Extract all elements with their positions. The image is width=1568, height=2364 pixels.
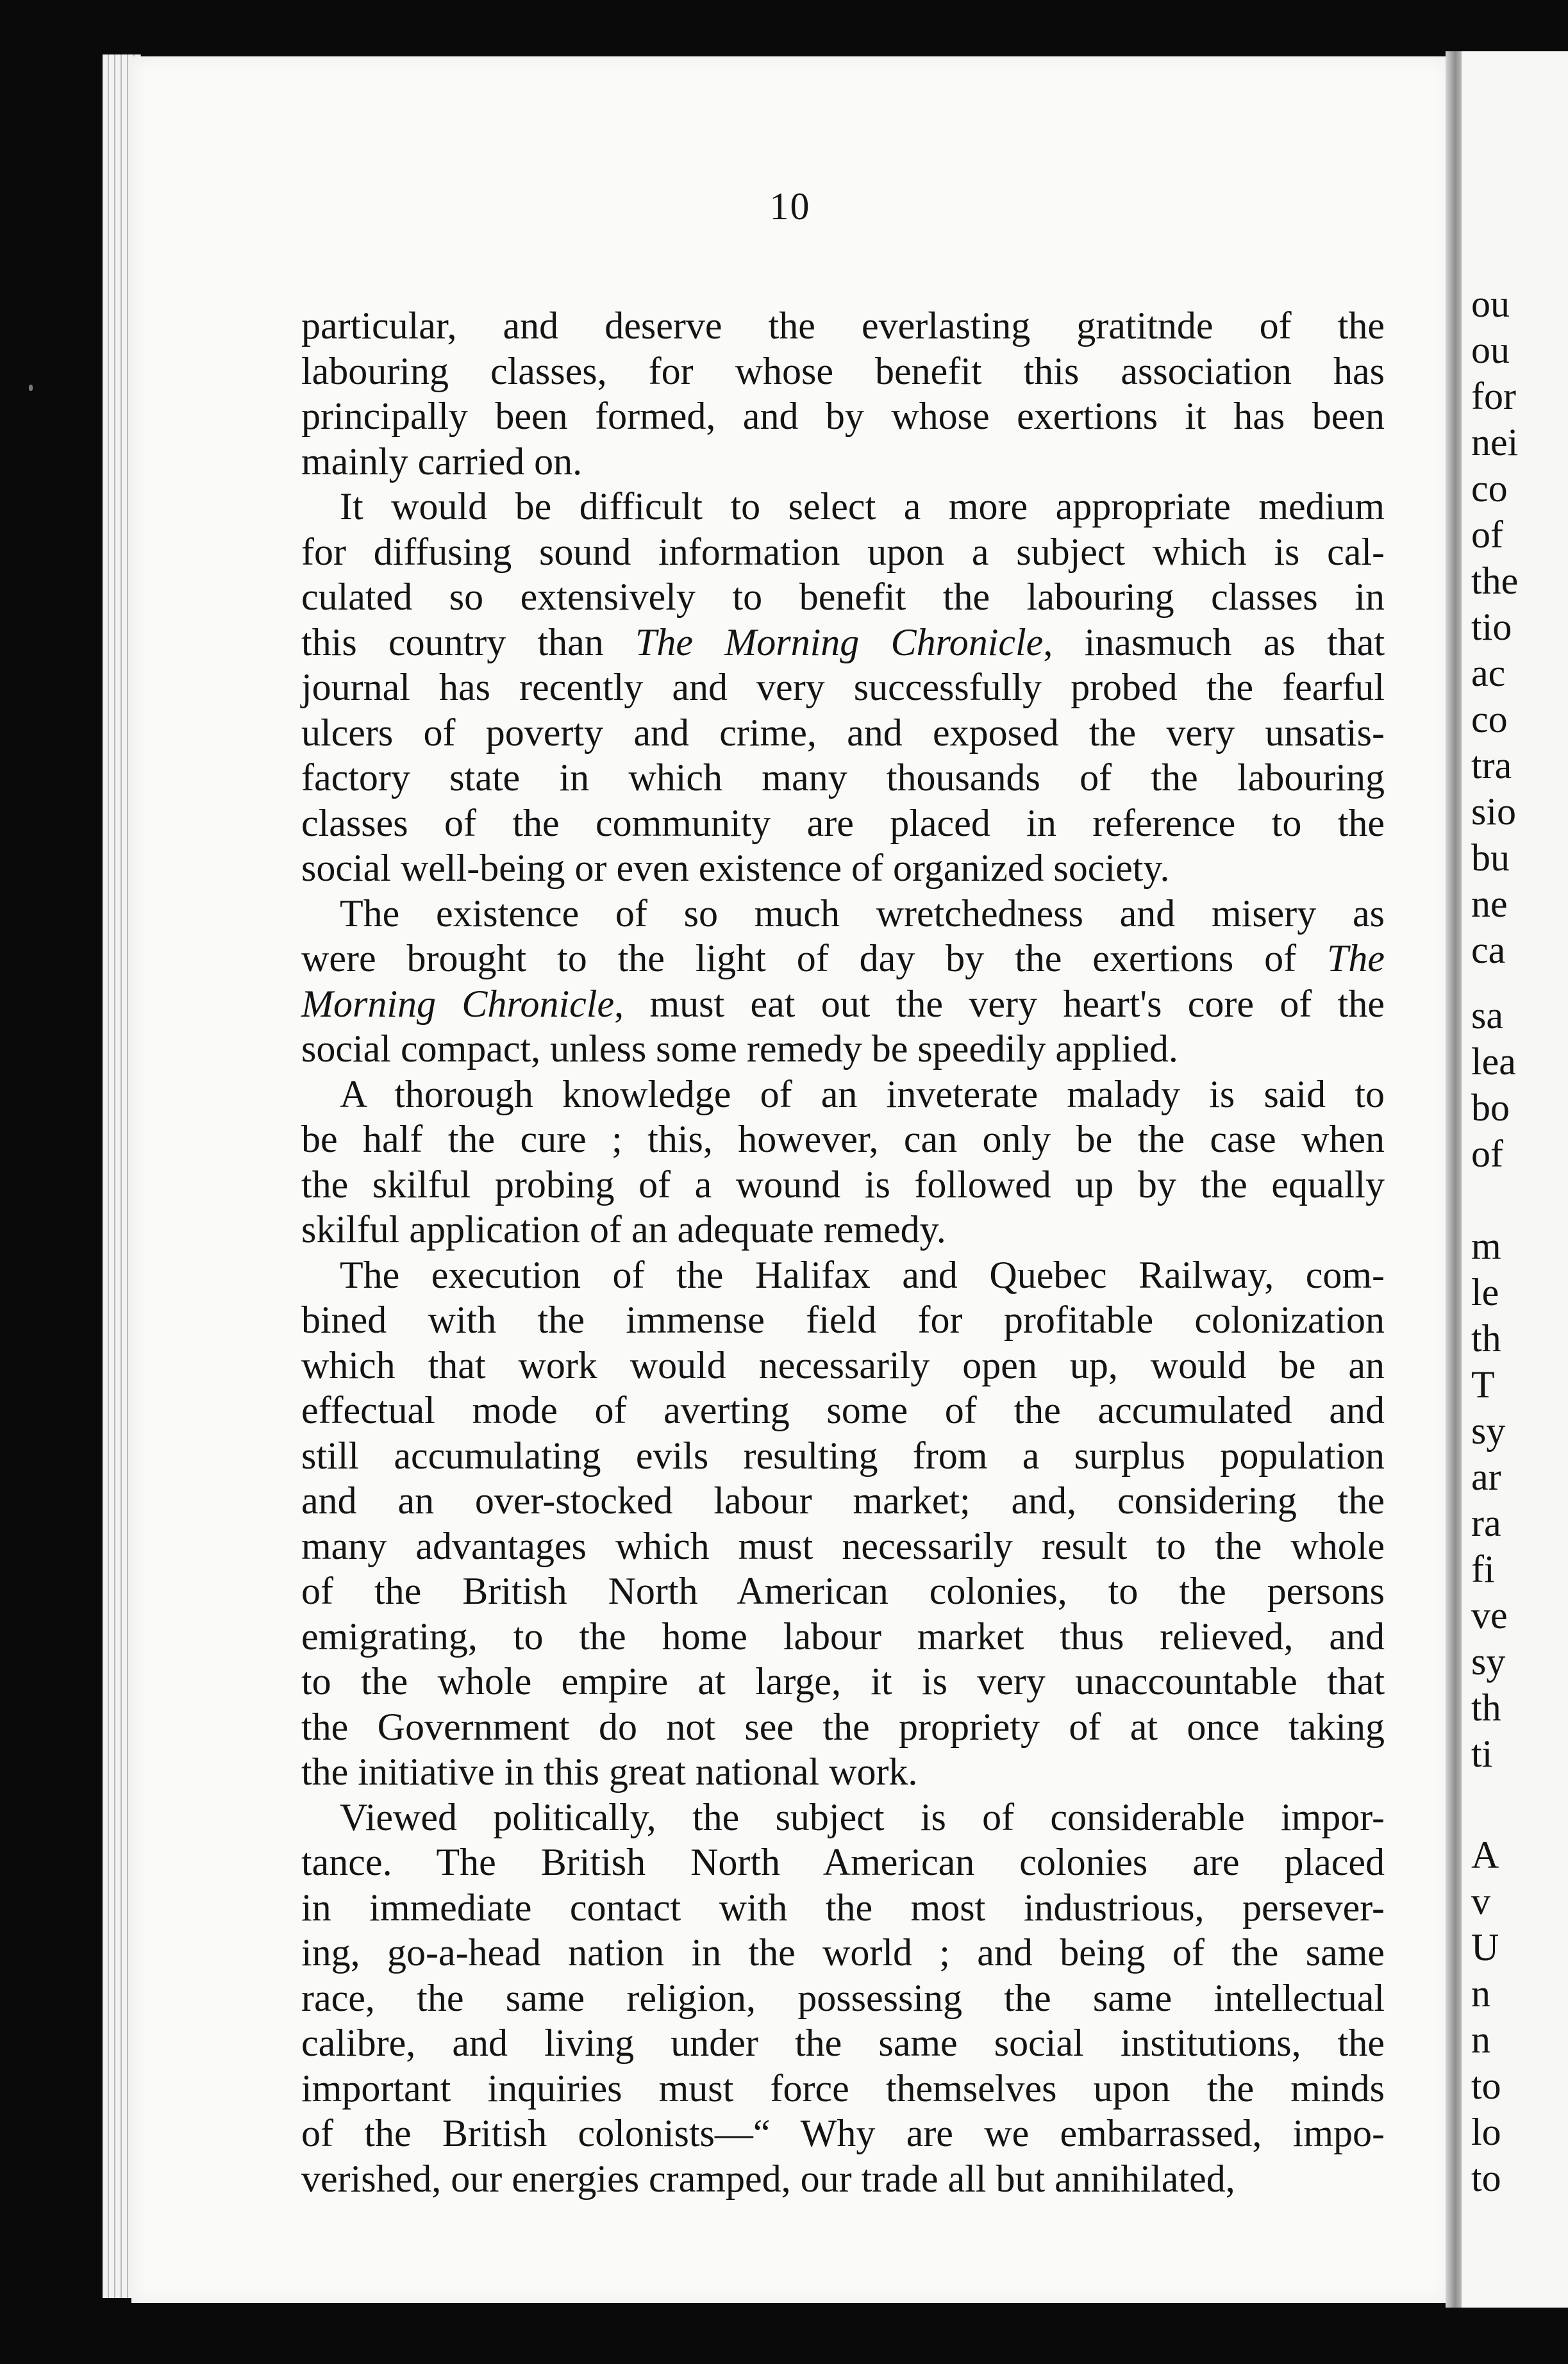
text-line: the Government do not see the propriety of at once taking [301,1705,1385,1748]
facing-page-line: co [1471,467,1508,510]
facing-page-line: co [1471,698,1508,740]
facing-page-line: ou [1471,329,1510,371]
facing-page-line: A [1471,1834,1499,1876]
facing-page-line: the [1471,560,1519,602]
facing-page-line: th [1471,1317,1501,1360]
facing-page-line: bo [1471,1086,1510,1129]
text-line: The execution of the Halifax and Quebec Railway, com- [340,1253,1385,1296]
text-line: It would be difficult to select a more appropriate medium [340,485,1385,528]
paragraph [301,891,1385,1072]
facing-page [1462,51,1568,2308]
text-line: ing, go-a-head nation in the world ; and being of the same [301,1931,1385,1974]
text-line: social well-being or even existence of organized society. [301,847,1170,889]
text-line: the skilful probing of a wound is followed up by the equally [301,1163,1385,1206]
text-line: Viewed politically, the subject is of considerable impor- [340,1795,1385,1838]
text-line: social compact, unless some remedy be speedily applied. [301,1028,1178,1070]
text-line: for diffusing sound information upon a subject which is cal- [301,530,1385,573]
text-line: principally been formed, and by whose exertions it has been [301,395,1385,437]
text-line: of the British colonists—“ Why are we embarrassed, impo- [301,2112,1385,2154]
facing-page-line: ar [1471,1456,1501,1498]
text-line: still accumulating evils resulting from a surplus population [301,1434,1385,1477]
page-number: 10 [769,185,811,228]
text-line: labouring classes, for whose benefit this association has [301,349,1385,392]
text-line: verished, our energies cramped, our trade all but annihilated, [301,2157,1235,2200]
facing-page-line: tra [1471,744,1512,787]
facing-page-line: to [1471,2157,1501,2199]
facing-page-line: sy [1471,1640,1506,1683]
book-page [131,56,1449,2303]
facing-page-line: T [1471,1363,1495,1406]
text-line: many advantages which must necessarily result to the whole [301,1524,1385,1567]
facing-page-line: to [1471,2065,1501,2107]
text-line: effectual mode of averting some of the accumulated and [301,1389,1385,1431]
text-line: particular, and deserve the everlasting gratitnde of the [301,304,1385,347]
text-line: were brought to the light of day by the exertions of The [301,937,1385,979]
facing-page-line: U [1471,1926,1499,1969]
facing-page-line: ou [1471,283,1510,325]
text-line: emigrating, to the home labour market thus relieved, and [301,1615,1385,1658]
facing-page-line: v [1471,1880,1490,1922]
text-line: calibre, and living under the same social institutions, the [301,2022,1385,2064]
text-line: bined with the immense field for profitable colonization [301,1299,1385,1341]
facing-page-line: n [1471,2019,1490,2061]
facing-page-line: ra [1471,1502,1501,1544]
text-line: Morning Chronicle, must eat out the very heart's core of the [301,982,1385,1025]
facing-page-line: tio [1471,606,1512,648]
facing-page-line: lo [1471,2111,1501,2153]
facing-page-line: ca [1471,929,1506,971]
scan-speck [29,385,33,391]
text-line: skilful application of an adequate remedy. [301,1208,946,1251]
facing-page-line: of [1471,1133,1503,1175]
facing-page-line: for [1471,375,1516,417]
facing-page-line: th [1471,1686,1501,1729]
facing-page-line: lea [1471,1040,1516,1083]
text-line: classes of the community are placed in reference to the [301,801,1385,844]
facing-page-line: nei [1471,421,1519,463]
text-line: be half the cure ; this, however, can only be the case when [301,1118,1385,1160]
paragraph [301,1795,1385,2202]
text-line: to the whole empire at large, it is very unaccountable that [301,1660,1385,1702]
paragraph [301,1253,1385,1795]
text-line: culated so extensively to benefit the labouring classes in [301,576,1385,618]
facing-page-line: ac [1471,652,1506,694]
facing-page-line: sy [1471,1410,1506,1452]
paragraph [301,303,1385,484]
facing-page-line: sio [1471,790,1517,833]
facing-page-line: ti [1471,1733,1493,1775]
text-line: factory state in which many thousands of the labouring [301,756,1385,799]
text-line: mainly carried on. [301,440,583,483]
text-line: race, the same religion, possessing the same intellectual [301,1976,1385,2019]
text-line: the initiative in this great national work. [301,1751,918,1793]
facing-page-line: of [1471,513,1503,556]
paragraph [301,1072,1385,1253]
facing-page-line: ve [1471,1594,1508,1636]
text-line: tance. The British North American colonies are placed [301,1841,1385,1883]
text-line: A thorough knowledge of an inveterate malady is said to [340,1072,1385,1115]
paragraph [301,484,1385,891]
facing-page-line: m [1471,1225,1501,1267]
facing-page-line: sa [1471,994,1503,1036]
text-line: The existence of so much wretchedness and misery as [340,892,1385,935]
text-line: this country than The Morning Chronicle, inasmuch as that [301,620,1385,663]
text-line: of the British North American colonies, to the persons [301,1570,1385,1612]
text-line: ulcers of poverty and crime, and exposed the very unsatis- [301,711,1385,754]
text-line: important inquiries must force themselves upon the minds [301,2067,1385,2110]
facing-page-line: ne [1471,883,1508,925]
text-line: journal has recently and very successfully probed the fearful [301,666,1385,708]
text-line: and an over-stocked labour market; and, considering the [301,1479,1385,1522]
text-line: in immediate contact with the most industrious, persever- [301,1886,1385,1929]
facing-page-line: n [1471,1972,1490,2015]
facing-page-line: fi [1471,1548,1495,1590]
text-line: which that work would necessarily open up, would be an [301,1344,1385,1386]
facing-page-line: bu [1471,837,1510,879]
page-body-text [301,303,1385,2201]
facing-page-line: le [1471,1271,1499,1313]
